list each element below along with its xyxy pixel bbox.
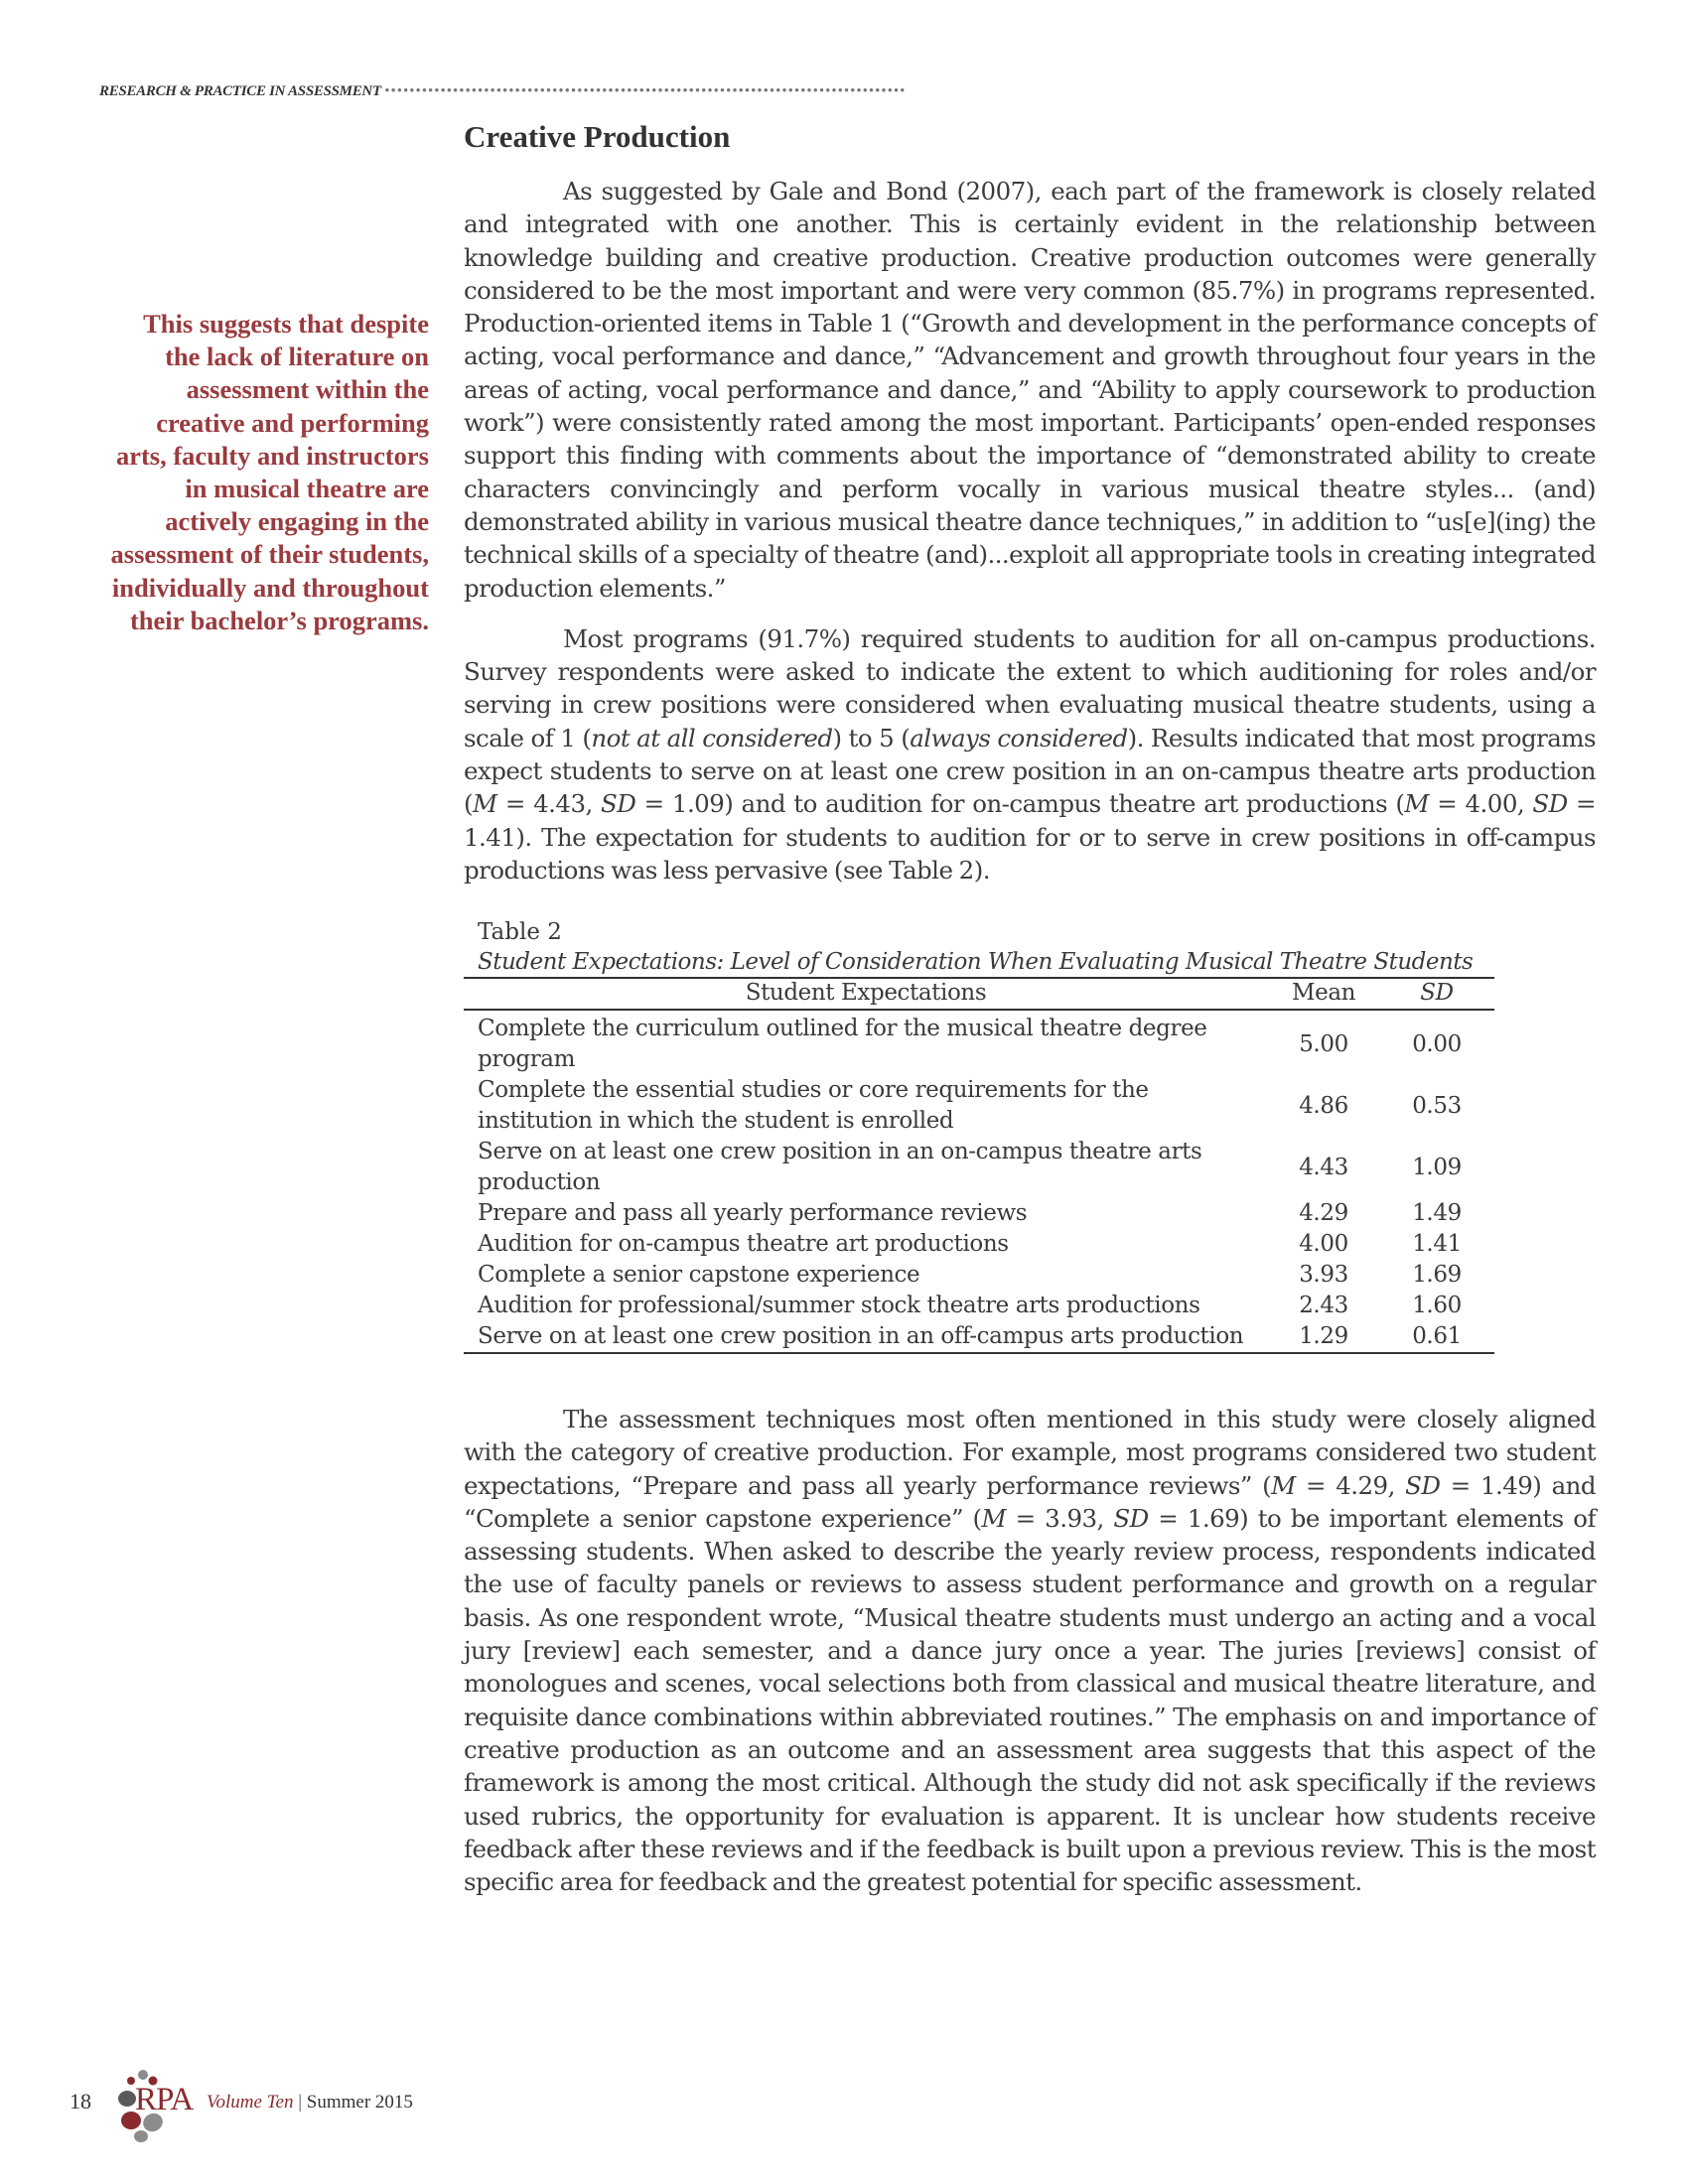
table-header-row: [464, 978, 1494, 1010]
header-expectations: Student Expectations: [464, 978, 1268, 1010]
cell-sd: 0.61: [1379, 1321, 1494, 1353]
logo-dot: [138, 2070, 148, 2080]
cell-mean: 4.00: [1299, 1231, 1348, 1257]
cell-mean: 5.00: [1299, 1030, 1348, 1057]
table-row: [464, 1010, 1494, 1075]
issue-info: [207, 2092, 413, 2114]
issue-label: Summer 2015: [306, 2092, 413, 2113]
table-label: Table 2: [478, 919, 562, 945]
section-title: Creative Production: [464, 119, 731, 154]
table-row: [464, 1198, 1494, 1229]
cell-expectation: Prepare and pass all yearly performance reviews: [478, 1200, 1028, 1226]
logo-leaf: [118, 2091, 136, 2107]
table-row: [464, 1137, 1494, 1198]
cell-mean: 4.29: [1299, 1200, 1348, 1226]
cell-mean: 4.86: [1299, 1092, 1348, 1119]
cell-sd: 1.41: [1412, 1231, 1462, 1257]
journal-title: RESEARCH & PRACTICE IN ASSESSMENT: [99, 83, 381, 99]
paragraph-1: As suggested by Gale and Bond (2007), each part of the framework is closely related and integrated with one another. This is certainly evident in the relationship between knowledge building and creative production. Creative production outcomes were generally considered to be the most important and were very common (85.7%) in programs represented. Production-oriented items in Table 1 (“Growth and development in the performance concepts of acting, vocal performance and dance,” “Advancement and growth throughout four years in the areas of acting, vocal performance and dance,” and “Ability to apply coursework to production work”) were consistently rated among the most important. Participants’ open-ended responses support this finding with comments about the importance of “demonstrated ability to create characters convincingly and perform vocally in various musical theatre styles... (and) demonstrated ability in various musical theatre dance techniques,” in addition to “us[e](ing) the technical skills of a specialty of theatre (and)...exploit all appropriate tools in creating integrated production elements.”: [464, 177, 1596, 603]
page-footer: [70, 2067, 566, 2146]
cell-sd: 1.60: [1412, 1293, 1462, 1318]
page-number: 18: [70, 2089, 91, 2114]
cell-expectation: Complete the essential studies or core requirements for the institution in which the student is enrolled: [478, 1077, 1149, 1134]
volume-label: Volume Ten: [207, 2092, 294, 2113]
cell-mean: 3.93: [1299, 1262, 1348, 1288]
table-row: [464, 1321, 1494, 1353]
expectations-table: [464, 977, 1494, 1354]
cell-mean: 1.29: [1268, 1321, 1379, 1353]
cell-expectation: Complete the curriculum outlined for the musical theatre degree program: [478, 1016, 1207, 1072]
main-column: [464, 175, 1596, 887]
table-row: [464, 1291, 1494, 1321]
cell-sd: 1.69: [1412, 1262, 1462, 1288]
cell-sd: 1.49: [1412, 1200, 1462, 1226]
header-mean: Mean: [1268, 978, 1379, 1010]
cell-expectation: Audition for on-campus theatre art productions: [478, 1231, 1009, 1257]
cell-mean: 2.43: [1299, 1293, 1348, 1318]
table-row: [464, 1229, 1494, 1260]
table-title: Student Expectations: Level of Consideration When Evaluating Musical Theatre Students: [478, 949, 1474, 975]
table-row: [464, 1260, 1494, 1291]
pull-quote: This suggests that despite the lack of literature on assessment within the creative and performing arts, faculty and instructors in musical theatre are actively engaging in the assessment of their students, individually and throughout their bachelor’s programs.: [110, 309, 429, 635]
paragraph-3: The assessment techniques most often mentioned in this study were closely aligned with the category of creative production. For example, most programs considered two student expectations, “Prepare and pass all yearly performance reviews” (M = 4.29, SD = 1.49) and “Complete a senior capstone experience” (M = 3.93, SD = 1.69) to be important elements of assessing students. When asked to describe the yearly review process, respondents indicated the use of faculty panels or reviews to assess student performance and growth on a regular basis. As one respondent wrote, “Musical theatre students must undergo an acting and a vocal jury [review] each semester, and a dance jury once a year. The juries [reviews] consist of monologues and scenes, vocal selections both from classical and musical theatre literature, and requisite dance combinations within abbreviated routines.” The emphasis on and importance of creative production as an outcome and an assessment area suggests that this aspect of the framework is among the most critical. Although the study did not ask specifically if the reviews used rubrics, the opportunity for evaluation is apparent. It is unclear how students receive feedback after these reviews and if the feedback is built upon a previous review. This is the most specific area for feedback and the greatest potential for specific assessment.: [464, 1405, 1596, 1897]
cell-sd: 0.00: [1412, 1030, 1462, 1057]
running-head-dots: ••••••••••••••••••••••••••••••••••••••••••••••••••••••••••••••••••••••••••••••••••••: [384, 83, 907, 99]
running-head: [99, 83, 907, 100]
cell-expectation: Serve on at least one crew position in an on-campus theatre arts production: [478, 1139, 1202, 1195]
table-row: [464, 1075, 1494, 1137]
logo-dot: [127, 2077, 135, 2085]
separator: |: [298, 2092, 303, 2113]
cell-mean: 4.43: [1299, 1154, 1348, 1180]
cell-expectation: Complete a senior capstone experience: [478, 1262, 920, 1288]
cell-expectation: Serve on at least one crew position in an off-campus arts production: [464, 1321, 1268, 1353]
cell-sd: 1.09: [1412, 1154, 1462, 1180]
paragraph-2: Most programs (91.7%) required students to audition for all on-campus productions. Survey respondents were asked to indicate the extent to which auditioning for roles and/or serving in crew positions were considered when evaluating musical theatre students, using a scale of 1 (not at all considered) to 5 (always considered). Results indicated that most programs expect students to serve on at least one crew position in an on-campus theatre arts production (M = 4.43, SD = 1.09) and to audition for on-campus theatre art productions (M = 4.00, SD = 1.41). The expectation for students to audition for or to serve in crew positions in off-campus productions was less pervasive (see Table 2).: [464, 623, 1597, 885]
logo-text: RPA: [135, 2082, 194, 2117]
header-sd: SD: [1379, 978, 1494, 1010]
cell-sd: 0.53: [1412, 1092, 1462, 1119]
logo-leaf: [134, 2130, 148, 2142]
cell-expectation: Audition for professional/summer stock theatre arts productions: [478, 1293, 1200, 1318]
table-2: [464, 917, 1494, 1354]
main-column-continued: [464, 1403, 1596, 1898]
